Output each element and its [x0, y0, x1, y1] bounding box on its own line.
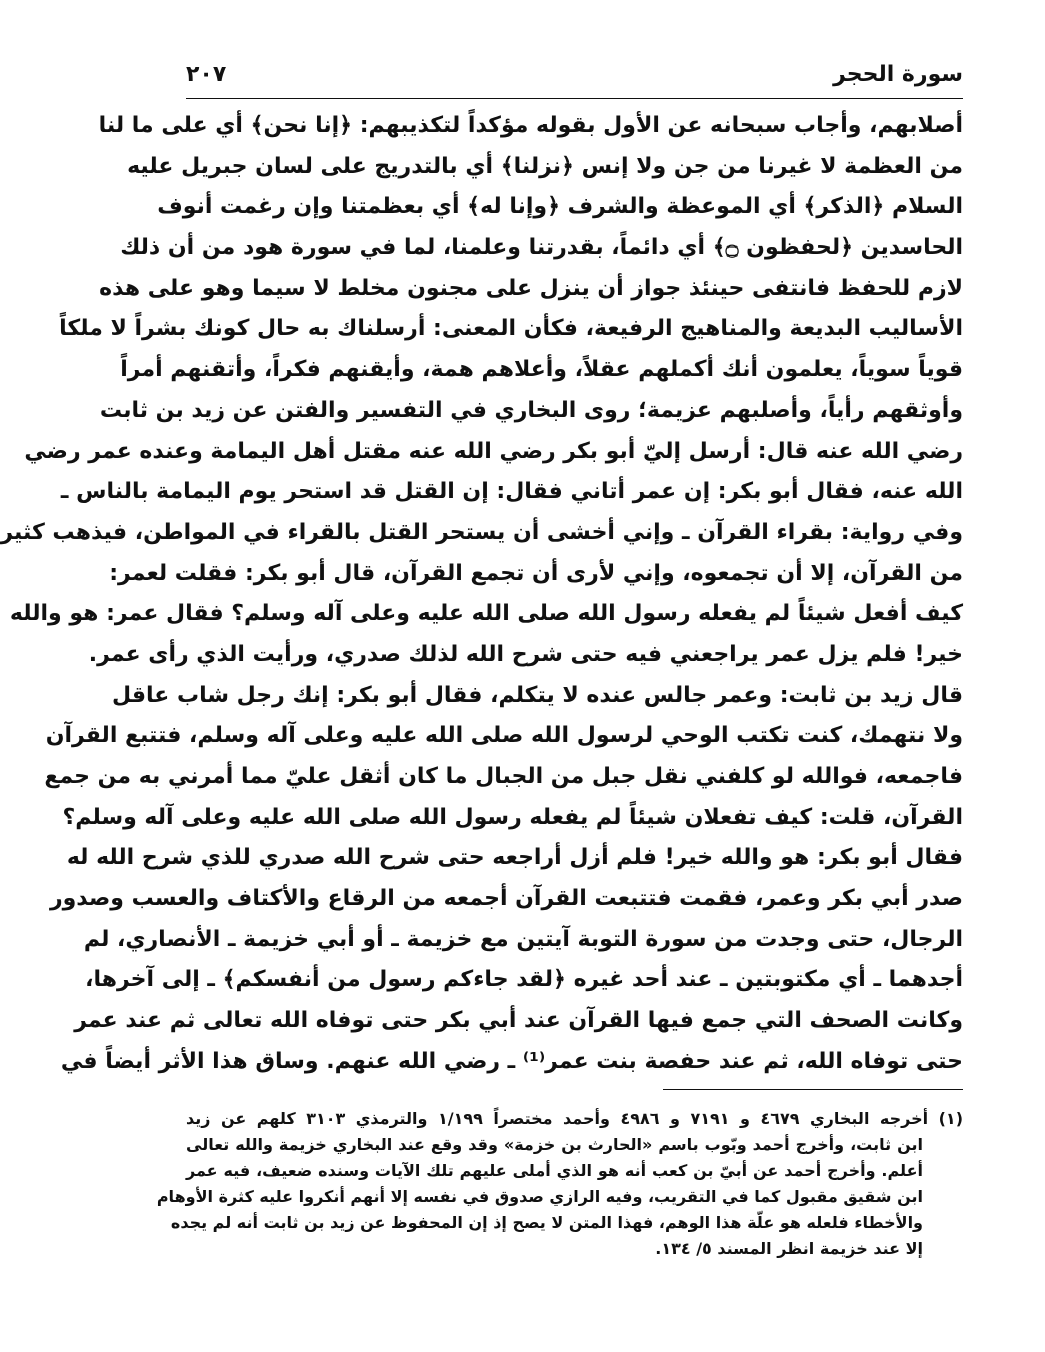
text-line: أصلابهم، وأجاب سبحانه عن الأول بقوله مؤكداً لتكذيبهم: ﴿إنا نحن﴾ أي على ما لنا [98, 113, 963, 138]
page-number: ٢٠٧ [186, 62, 227, 87]
text-line: قوياً سوياً، يعلمون أنك أكملهم عقلاً، وأعلاهم همة، وأيقنهم فكراً، وأتقنهم أمراً [120, 357, 963, 383]
text-line: صدر أبي بكر وعمر، فقمت فتتبعت القرآن أجمعه من الرقاع والأكتاف والعسب وصدور [49, 886, 963, 912]
footnote-line: أعلم. وأخرج أحمد عن أبيّ بن كعب أنه هو الذي أملى عليهم تلك الآيات وسنده ضعيف، فيه عمر [186, 1161, 923, 1180]
footnote-line: ابن ثابت، وأخرج أحمد وبّوب باسم «الحارث بن خزمة» وقد وقع عند البخاري خزيمة والله تعالى [186, 1135, 923, 1154]
text-line: قال زيد بن ثابت: وعمر جالس عنده لا يتكلم، فقال أبو بكر: إنك رجل شاب عاقل [111, 682, 963, 708]
text-line: لازم للحفظ فانتفى حينئذ جواز أن ينزل على مجنون مخلط لا سيما وهو على هذه [99, 275, 963, 301]
footnote-divider [663, 1089, 963, 1090]
text-line: الله عنه، فقال أبو بكر: إن عمر أتاني فقال: إن القتل قد استحر يوم اليمامة بالناس ـ [60, 479, 963, 505]
text-line: وفي رواية: بقراء القرآن ـ وإني أخشى أن يستحر القتل بالقراء في المواطن، فيذهب كثير [0, 519, 963, 545]
text-line: حتى توفاه الله، ثم عند حفصة بنت عمر⁽¹⁾ ـ رضي الله عنهم. وساق هذا الأثر أيضاً في [60, 1048, 963, 1074]
text-line: كيف أفعل شيئاً لم يفعله رسول الله صلى الله عليه وعلى آله وسلم؟ فقال عمر: هو والله [9, 601, 963, 627]
text-line: خير! فلم يزل عمر يراجعني فيه حتى شرح الله لذلك صدري، ورأيت الذي رأى عمر. [88, 641, 963, 667]
footnote-line: والأخطاء فلعله هو علّة هذا الوهم، فهذا المتن لا يصح إذ إن المحفوظ عن زيد بن ثابت أنه لم يجده [170, 1213, 923, 1232]
footnotes [156, 1106, 963, 1262]
text-line: من القرآن، إلا أن تجمعوه، وإني لأرى أن تجمع القرآن، قال أبو بكر: فقلت لعمر: [109, 560, 963, 586]
text-line: الحاسدين ﴿لحفظون ۝﴾ أي دائماً، بقدرتنا وعلمنا، لما في سورة هود من أن ذلك [120, 235, 963, 261]
text-line: أجدهما ـ أي مكتوبتين ـ عند أحد غيره ﴿لقد جاءكم رسول من أنفسكم﴾ ـ إلى آخرها، [85, 967, 963, 993]
text-line: القرآن، قلت: كيف تفعلان شيئاً لم يفعله رسول الله صلى الله عليه وعلى آله وسلم؟ [62, 804, 963, 830]
surah-title: سورة الحجر [833, 62, 963, 87]
page-header [186, 58, 963, 99]
text-line: الرجال، حتى وجدت من سورة التوبة آيتين مع خزيمة ـ أو أبي خزيمة ـ الأنصاري، لم [83, 926, 963, 952]
main-text [0, 106, 963, 1083]
text-line: السلام ﴿الذكر﴾ أي الموعظة والشرف ﴿وإنا له﴾ أي بعظمتنا وإن رغمت أنوف [157, 194, 963, 220]
text-line: ولا نتهمك، كنت تكتب الوحي لرسول الله صلى الله عليه وعلى آله وسلم، فتتبع القرآن [45, 723, 963, 749]
footnote-line: ابن شقيق مقبول كما في التقريب، وفيه الرازي صدوق في نفسه إلا أنهم أنكروا عليه كثرة الأوهام [156, 1187, 923, 1206]
text-line: فاجمعه، فوالله لو كلفني نقل جبل من الجبال ما كان أثقل عليّ مما أمرني به من جمع [44, 764, 963, 789]
footnote-line: إلا عند خزيمة انظر المسند ٥/ ١٣٤. [655, 1239, 923, 1258]
text-line: من العظمة لا غيرنا من جن ولا إنس ﴿نزلنا﴾ أي بالتدريج على لسان جبريل عليه [127, 153, 963, 179]
text-line: الأساليب البديعة والمناهيج الرفيعة، فكأن المعنى: أرسلناك به حال كونك بشراً لا ملكاً [59, 316, 963, 342]
text-line: وأوثقهم رأياً، وأصلبهم عزيمة؛ روى البخاري في التفسير والفتن عن زيد بن ثابت [99, 397, 963, 423]
text-line: وكانت الصحف التي جمع فيها القرآن عند أبي بكر حتى توفاه الله تعالى ثم عند عمر [74, 1008, 963, 1034]
footnote-line: (١) أخرجه البخاري ٤٦٧٩ و ٧١٩١ و ٤٩٨٦ وأحمد مختصراً ١/١٩٩ والترمذي ٣١٠٣ كلهم عن زيد [186, 1109, 963, 1128]
text-line: فقال أبو بكر: هو والله خير! فلم أزل أراجعه حتى شرح الله صدري للذي شرح الله له [66, 845, 963, 871]
text-line: رضي الله عنه قال: أرسل إليّ أبو بكر رضي الله عنه مقتل أهل اليمامة وعنده عمر رضي [24, 438, 963, 464]
